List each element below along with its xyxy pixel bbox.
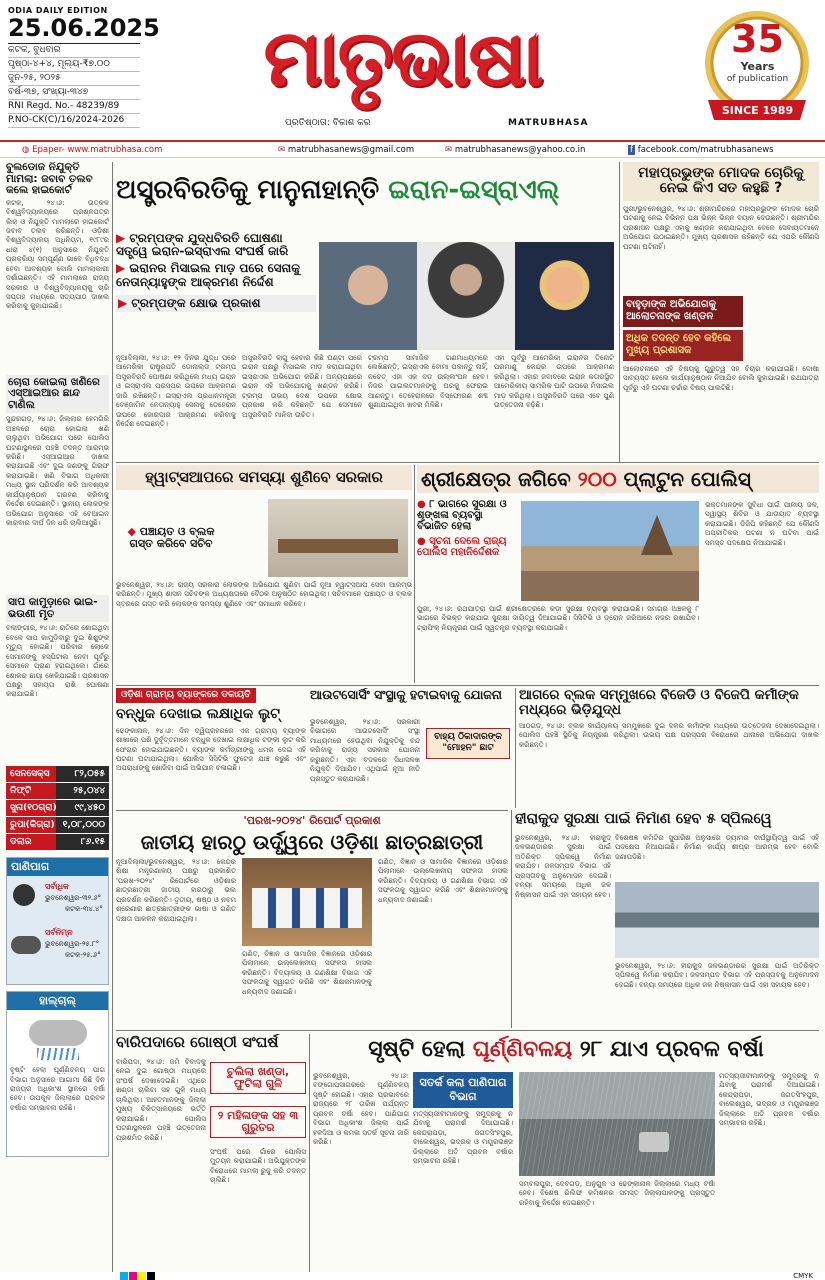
- mail-icon: ✉: [278, 145, 288, 155]
- color-bar: [120, 1272, 156, 1280]
- bulldoze-body: କଟକ, ୨୪।୬: ଉତ୍କଳ ବିଶ୍ୱବିଦ୍ୟାଳୟରେ ପ୍ରଶ୍ନପତ୍ର ଲିକ୍ ଓ ନିଯୁକ୍ତି ମାମଲାରେ ହାଇକୋର୍ଟ ଜବାବ ତଲବ କରିଛନ୍ତି। ଓଡ଼ିଶା ବିଶ୍ୱବିଦ୍ୟାଳୟ ଅଧିନିୟମ, ୧୯୮୯ର ଧାରା ୪(୧) ଅନୁସାରେ ନିଯୁକ୍ତି ପ୍ରକ୍ରିୟା ସମ୍ପୂର୍ଣ୍ଣ ଭାବେ ବିଧିବଦ୍ଧ ହେବା ଆବଶ୍ୟକ ବୋଲି ମାମଲାକାରୀ ଦର୍ଶାଇଛନ୍ତି। ଏହି ମାମଲାରେ ରାଜ୍ୟ ସରକାର ଓ ବିଶ୍ୱବିଦ୍ୟାଳୟକୁ ଚାରି ସପ୍ତାହ ମଧ୍ୟରେ ସତ୍ୟପାଠ ଦାଖଲ କରିବାକୁ କୁହାଯାଇଛି।: [6, 198, 109, 311]
- hirakud-body-3: ଭୁବନେଶ୍ୱର, ୨୪।୬: ହୀରାକୁଦ ଜଳଭଣ୍ଡାରର ସୁରକ୍ଷା ପାଇଁ ଅତିରିକ୍ତ ସ୍ପିଲୱେ ନିର୍ମାଣ କରାଯିବ। ଜଳସମ୍ପଦ ବିଭାଗ ଏହି ପ୍ରସ୍ତାବକୁ ଅନୁମୋଦନ ଦେଇଛି। ବନ୍ୟା ସମୟରେ ଅଧିକ ଜଳ ନିଷ୍କାସନ ପାଇଁ ଏହା ସହାୟକ ହେବ।: [615, 962, 819, 989]
- email-link-gmail[interactable]: ✉ matrubhasanews@gmail.com: [278, 145, 415, 155]
- outsource-headline: ଆଉଟସୋର୍ସିଂ ସଂସ୍ଥାକୁ ହଟାଇବାକୁ ଯୋଜନା: [310, 688, 502, 702]
- halchal-title: ହାଲ୍‌ଚାଲ୍: [7, 992, 108, 1010]
- bullet-icon: ●: [417, 499, 426, 510]
- market-ticker: [6, 766, 109, 851]
- email-link-yahoo[interactable]: ✉ matrubhasanews@yahoo.co.in: [445, 145, 586, 155]
- print-footer: [0, 1272, 825, 1280]
- rain-cloud-icon: [23, 1014, 93, 1064]
- ticker-row: ସୁନା(୧୦ଗ୍ରା) ୯୯,୪୫୦: [6, 800, 109, 817]
- robbery-headline: ବନ୍ଧୁକ ଦେଖାଇ ଲକ୍ଷାଧିକ ଲୁଟ୍: [116, 706, 280, 723]
- cyclone-body-2: ମତ୍ସ୍ୟଜୀବୀମାନଙ୍କୁ ସମୁଦ୍ରକୁ ନ ଯିବାକୁ ପରାମର୍ଶ ଦିଆଯାଇଛି। କେନ୍ଦ୍ରାପଡ଼ା, ଜଗତସିଂହପୁର, ବାଲେଶ୍ୱର, ଭଦ୍ରକ ଓ ମୟୂରଭଞ୍ଜ ଜିଲ୍ଲାରେ ଅତି ପ୍ରବଳ ବର୍ଷାର ସମ୍ଭାବନା ରହିଛି।: [413, 1110, 513, 1166]
- mail-icon: ✉: [445, 145, 455, 155]
- volume-line: ବର୍ଷ-୩୭, ସଂଖ୍ୟା-୩୪୭: [8, 86, 140, 100]
- min-temp-bbsr: ଭୁବନେଶ୍ୱର-୨୫.୮°: [45, 940, 100, 949]
- lead-bullets: [116, 232, 316, 312]
- hirakud-body-2: ବିଶେଷଜ୍ଞ କମିଟିର ସୁପାରିଶ ଅନୁସାରେ ଡ୍ୟାମର ଦୀର୍ଘସ୍ଥାୟିତ୍ୱ ପାଇଁ ଏହି ପଦକ୍ଷେପ ନିଆଯାଇଛି। ନିର୍ମାଣ କାର୍ଯ୍ୟ ଶୀଘ୍ର ଆରମ୍ଭ ହେବ ବୋଲି ଜଣାପଡ଼ିଛି।: [615, 834, 819, 861]
- police-headline: ଶ୍ରୀକ୍ଷେତ୍ର ଜଗିବେ ୨୦୦ ପ୍ଲାଟୁନ ପୋଲିସ୍: [417, 465, 819, 493]
- ticker-row: ସେନସେକ୍ସ ୮୨,୦୫୫: [6, 766, 109, 783]
- cyclone-body-3: ସମ୍ବଲପୁର, ଦେବଗଡ଼, ଅନୁଗୁଳ ଓ ଢେଙ୍କାନାଳ ଜିଲ୍ଲାରେ ମଧ୍ୟ ବର୍ଷା ହେବ। ବିଶେଷ ରିଲିଫ କମିଶନର ସମସ୍ତ ଜିଲ୍ଲାପାଳଙ୍କୁ ପ୍ରସ୍ତୁତ ରହିବାକୁ ନିର୍ଦ୍ଦେଶ ଦେଇଛନ୍ତି।: [519, 1180, 715, 1207]
- lead-body-4: ଏହା ପୂର୍ବରୁ ଆମେରିକା ଇରାନର ତିନୋଟି ପରମାଣୁ କେନ୍ଦ୍ର ଉପରେ ଆକ୍ରମଣ କରିଥିଲା। ଏହାର ଜବାବରେ ଇରାନ କତାରସ୍ଥିତ ଆମେରିକୀୟ ସାମରିକ ଘାଟି ଉପରେ ମିସାଇଲ ମାଡ଼ କରିଥିଲା। ଅସ୍ତ୍ରବିରତି ପରେ ଏବେ ପୁଣି ଉତ୍ତେଜନା ବଢ଼ିଛି।: [494, 354, 614, 410]
- robbery-kicker: ଓଡ଼ିଶା ଗ୍ରାମ୍ୟ ବ୍ୟାଙ୍କରେ ଡକାୟତି: [116, 688, 256, 703]
- hirakud-story: [515, 812, 819, 1026]
- police-bullet-1: ● ୮ ଭାଗରେ ସୁରକ୍ଷା ଓ ଶୃଙ୍ଖଳା ବ୍ୟବସ୍ଥା ବିଭାଜିତ ହେଲା: [417, 499, 507, 532]
- robbery-body: ଢେଙ୍କାନାଳ, ୨୪।୬: ଦିନ ଦ୍ୱିପ୍ରହରରେ ଏକ ଗ୍ରାମ୍ୟ ବ୍ୟାଙ୍କ ଶାଖାରେ ପଶି ଦୁର୍ବୃତ୍ତମାନେ ବନ୍ଧୁକ ଦେଖାଇ ଲକ୍ଷାଧିକ ଟଙ୍କା ଲୁଟ କରି ଫେରାର ହୋଇଯାଇଛନ୍ତି। ବ୍ୟାଙ୍କ କର୍ମଚାରୀଙ୍କୁ ଧମକ ଦେଇ ଏହି ଘଟଣା ଘଟାଯାଇଥିଲା। ପୋଲିସ ସିସିଟିଭି ଫୁଟେଜ ଯାଞ୍ଚ କରୁଛି ଏବଂ ଅପରାଧୀଙ୍କୁ ଖୋଜିବା ପାଇଁ ଅଭିଯାନ ଚଳାଇଛି।: [116, 726, 306, 773]
- max-label: ସର୍ବାଧିକ: [45, 882, 69, 892]
- ticker-row: ଡଲାର ୮୬.୧୫: [6, 834, 109, 851]
- lead-bullet-2: ▶ ଇରାନର ମିସାଇଲ ମାଡ଼ ପରେ ସେନାକୁ ନେତାନ୍ୟାହୁଙ୍କ ଆକ୍ରମଣ ନିର୍ଦ୍ଦେଶ: [116, 261, 301, 289]
- weather-box: [6, 857, 109, 985]
- pages-price: ପୃଷ୍ଠା-୪+୪, ମୂଲ୍ୟ-₹୭.୦୦: [8, 58, 140, 72]
- rni-number: RNI Regd. No.- 48239/89: [8, 100, 140, 114]
- robbery-story: [116, 688, 306, 808]
- bullet-icon: ▶: [116, 261, 126, 276]
- hirakud-headline: ହୀରାକୁଦ ସୁରକ୍ଷା ପାଇଁ ନିର୍ମାଣ ହେବ ୫ ସ୍ପିଲୱେ: [515, 812, 772, 827]
- epaper-link[interactable]: ◍ Epaper- www.matrubhasa.com: [22, 145, 163, 155]
- place-day: କଟକ, ବୁଧବାର: [8, 44, 140, 58]
- min-temp-cuttack: କଟକ-୨୫.୬°: [65, 951, 101, 960]
- contact-strip: [0, 140, 825, 158]
- badge-since: SINCE 1989: [721, 104, 794, 117]
- leaders-photo: [319, 242, 614, 350]
- outsource-body: ଭୁବନେଶ୍ୱର, ୨୪।୬: ସରକାରୀ ବିଭାଗରେ ଆଉଟସୋର୍ସିଂ ସଂସ୍ଥା ମାଧ୍ୟମରେ ହେଉଥିବା ନିଯୁକ୍ତିକୁ ବନ୍ଦ କରିବାକୁ ରାଜ୍ୟ ସରକାର ଯୋଜନା କରୁଛନ୍ତି। ଏହା ବଦଳରେ ସିଧାସଳଖ ନିଯୁକ୍ତି ଦିଆଯିବ। ଏଥିପାଇଁ ନୂଆ ନୀତି ପ୍ରସ୍ତୁତ କରାଯାଉଛି।: [310, 718, 420, 783]
- outsource-story: [310, 688, 512, 808]
- puri-temple-photo: [521, 501, 699, 601]
- halchal-body: ବୃଷ୍ଟି ହେଲା ଘୂର୍ଣ୍ଣିବଳୟ ପାଗ ବିଭାଗ ଅନୁସାରେ ଆଗାମୀ କିଛି ଦିନ ରାଜ୍ୟର ଅଧିକାଂଶ ସ୍ଥାନରେ ବର୍ଷା ହେବ। ଉପକୂଳ ଜିଲ୍ଲାରେ ପ୍ରବଳ ବର୍ଷାର ସମ୍ଭାବନା ରହିଛି।: [10, 1066, 105, 1112]
- badge-years: Years: [740, 60, 775, 73]
- max-temp-bbsr: ଭୁବନେଶ୍ୱର-୩୨.୬°: [45, 894, 102, 903]
- police-body: ପୁରୀ, ୨୪।୬: ରଥଯାତ୍ରା ପାଇଁ ଶ୍ରୀକ୍ଷେତ୍ରରେ କଡ଼ା ସୁରକ୍ଷା ବ୍ୟବସ୍ଥା କରାଯାଇଛି। ସମଗ୍ର ଅଞ୍ଚଳକୁ ୮ ଭାଗରେ ବିଭକ୍ତ କରାଯାଇ ସୁରକ୍ଷା ଦାୟିତ୍ୱ ଦିଆଯାଇଛି। ସିସିଟିଭି ଓ ଡ୍ରୋନ ଜରିଆରେ ନଜର ରଖାଯିବ। ଟ୍ରାଫିକ୍ ନିୟନ୍ତ୍ରଣ ପାଇଁ ସ୍ୱତନ୍ତ୍ର ବ୍ୟବସ୍ଥା କରାଯାଇଛି।: [417, 605, 699, 632]
- parakh-body: ନୂଆଦିଲ୍ଲୀ/ଭୁବନେଶ୍ୱର, ୨୪।୬: କେନ୍ଦ୍ର ଶିକ୍ଷା ମନ୍ତ୍ରଣାଳୟ ପକ୍ଷରୁ ପ୍ରକାଶିତ 'ପରଖ-୨୦୨୪' ରିପୋର୍ଟରେ ଓଡ଼ିଶାର ଛାତ୍ରଛାତ୍ରୀ ଜାତୀୟ ହାରଠାରୁ ଭଲ ପ୍ରଦର୍ଶନ କରିଛନ୍ତି। ତୃତୀୟ, ଷଷ୍ଠ ଓ ନବମ ଶ୍ରେଣୀର ଛାତ୍ରଛାତ୍ରୀଙ୍କ ଭାଷା ଓ ଗଣିତ ଦକ୍ଷତା ଆକଳନ କରାଯାଇଥିଲା।: [116, 858, 236, 923]
- bullet-icon: ●: [417, 536, 426, 547]
- police-bullet-2: ● ସୂଚନା ଦେଲେ ରାଜ୍ୟ ପୋଲିସ ମହାନିର୍ଦ୍ଦେଶକ: [417, 536, 507, 558]
- parakh-body-3: ଗଣିତ, ବିଜ୍ଞାନ ଓ ସାମାଜିକ ବିଜ୍ଞାନରେ ଓଡ଼ିଶାର ପିଲାମାନେ ଉଲ୍ଲେଖନୀୟ ସଫଳତା ହାସଲ କରିଛନ୍ତି। ବିଦ୍ୟାଳୟ ଓ ଗଣଶିକ୍ଷା ବିଭାଗ ଏହି ସଫଳତାକୁ ସ୍ୱାଗତ କରିଛି ଏବଂ ଶିକ୍ଷକମାନଙ୍କୁ ଧନ୍ୟବାଦ ଜଣାଇଛି।: [378, 858, 508, 904]
- badge-number: 35: [731, 17, 784, 61]
- modak-body-2: ଆଲୋଚନାରେ ଏହି ବିଷୟକୁ ଗୁରୁତ୍ୱ ସହ ବିଚାର କରାଯାଇଛି। ଦୋଷୀ ସାବ୍ୟସ୍ତ ହେଲେ କାର୍ଯ୍ୟାନୁଷ୍ଠାନ ନିଆଯିବ ବୋଲି କୁହାଯାଇଛି। ରଥଯାତ୍ରା ପୂର୍ବରୁ ଏହି ଘଟଣା ଚର୍ଚ୍ଚାର ବିଷୟ ପାଲଟିଛି।: [623, 364, 819, 392]
- meeting-photo: [268, 499, 408, 577]
- badge-of-publication: of publication: [726, 74, 789, 84]
- baripada-bullet-2: ୨ ମହିଳାଙ୍କ ସହ ୩ ଗୁରୁତର: [210, 1106, 306, 1138]
- modak-body: ପୁରୀ/ଭୁବନେଶ୍ୱର, ୨୪।୬: ଶ୍ରୀମନ୍ଦିରରେ ମହାପ୍ରଭୁଙ୍କ ମୋଦକ ଚୋରି ଘଟଣାକୁ ନେଇ ବିଭିନ୍ନ ପକ୍ଷ ଭିନ୍ନ ଭିନ୍ନ ବୟାନ ଦେଉଛନ୍ତି। ଶ୍ରୀମନ୍ଦିର ପ୍ରଶାସନ ପକ୍ଷରୁ ଏହାକୁ ଖଣ୍ଡନ କରାଯାଇଥିବା ବେଳେ ସେବାୟତମାନେ ଅଭିଯୋଗ ଉଠାଇଛନ୍ତି। ମୁଖ୍ୟ ପ୍ରଶାସକ କହିଛନ୍ତି ଯେ ଏପରି କୌଣସି ଘଟଣା ଘଟିନାହିଁ।: [623, 204, 819, 251]
- facebook-link[interactable]: f facebook.com/matrubhasanews: [630, 145, 774, 155]
- lead-bullet-1: ▶ ଟ୍ରମ୍ପଙ୍କ ଯୁଦ୍ଧବିରତି ଘୋଷଣା ସତ୍ତ୍ୱେ ଇରାନ-ଇସ୍ରାଏଲ ସଂଘର୍ଷ ଜାରି: [116, 231, 289, 259]
- ticker-row: ନିଫ୍ଟି ୨୫,୦୪୪: [6, 783, 109, 800]
- baripada-headline: ବାରିପଦାରେ ଗୋଷ୍ଠୀ ସଂଘର୍ଷ: [116, 1034, 279, 1051]
- edition-label: ODIA DAILY EDITION: [8, 6, 108, 15]
- modak-kicker-2: ଅଧିକ ତଦନ୍ତ ହେବ କହିଲେ ମୁଖ୍ୟ ପ୍ରଶାସକ: [623, 330, 743, 361]
- left-column: [6, 162, 109, 1276]
- baripada-bullet-1: ଚୁଲିଲା ଖଣ୍ଡା, ଫୁଟିଲା ଗୁଳି: [210, 1062, 306, 1094]
- cyclone-body-4: ମତ୍ସ୍ୟଜୀବୀମାନଙ୍କୁ ସମୁଦ୍ରକୁ ନ ଯିବାକୁ ପରାମର୍ଶ ଦିଆଯାଇଛି। କେନ୍ଦ୍ରାପଡ଼ା, ଜଗତସିଂହପୁର, ବାଲେଶ୍ୱର, ଭଦ୍ରକ ଓ ମୟୂରଭଞ୍ଜ ଜିଲ୍ଲାରେ ଅତି ପ୍ରବଳ ବର୍ଷାର ସମ୍ଭାବନା ରହିଛି।: [719, 1072, 819, 1128]
- whatsapp-story: [116, 465, 412, 683]
- modak-kicker: ବାହୁଡ଼ାଙ୍କ ଅଭିଯୋଗକୁ ଆଲୋଚନାଙ୍କ ଖଣ୍ଡନ: [623, 296, 743, 327]
- lead-story: [116, 162, 616, 462]
- clash-block-headline: ଆଗରେ ବ୍ଲକ ସମ୍ମୁଖରେ ବିଜେଡି ଓ ବିଜେପି କର୍ମୀଙ୍କ ମଧ୍ୟରେ ଭିଡ଼ିଯୁଦ୍ଧ: [519, 688, 799, 718]
- lead-bullet-3: ▶ ଟ୍ରମ୍ପଙ୍କ କ୍ଷୋଭ ପ୍ରକାଶ: [116, 295, 316, 312]
- baripada-story: [116, 1034, 306, 1272]
- rain-street-photo: [519, 1072, 715, 1176]
- students-photo: [242, 858, 372, 946]
- parakh-body-2: ଗଣିତ, ବିଜ୍ଞାନ ଓ ସାମାଜିକ ବିଜ୍ଞାନରେ ଓଡ଼ିଶାର ପିଲାମାନେ ଉଲ୍ଲେଖନୀୟ ସଫଳତା ହାସଲ କରିଛନ୍ତି। ବିଦ୍ୟାଳୟ ଓ ଗଣଶିକ୍ଷା ବିଭାଗ ଏହି ସଫଳତାକୁ ସ୍ୱାଗତ କରିଛି ଏବଂ ଶିକ୍ଷକମାନଙ୍କୁ ଧନ୍ୟବାଦ ଜଣାଇଛି।: [242, 950, 372, 996]
- ticker-row: ରୁପା(କିଗ୍ରା) ୧,୦୮,୦୦୦: [6, 817, 109, 834]
- outsource-kicker: ବାହ୍ୟ ଠିକାଦାରଙ୍କ "ମୋହନ" ଛାଟ: [426, 728, 510, 759]
- police-body-2: ଭକ୍ତମାନଙ୍କ ସୁବିଧା ପାଇଁ ପାନୀୟ ଜଳ, ସ୍ୱାସ୍ଥ୍ୟ ଶିବିର ଓ ଯାତାୟାତ ବ୍ୟବସ୍ଥା କରାଯାଇଛି। ଡିଜିପି କହିଛନ୍ତି ଯେ କୌଣସି ଅପ୍ରୀତିକର ଘଟଣା ନ ଘଟିବା ପାଇଁ ସମସ୍ତ ପଦକ୍ଷେପ ନିଆଯାଇଛି।: [705, 501, 819, 547]
- cyclone-headline: ସୃଷ୍ଟି ହେଲା ଘୂର୍ଣ୍ଣିବଳୟ ୨୮ ଯାଏ ପ୍ରବଳ ବର୍ଷା: [368, 1037, 764, 1062]
- lead-body-2: ଅସ୍ତ୍ରବିରତି ଲାଗୁ ହେବାର କିଛି ଘଣ୍ଟା ପରେ ଇରାନ ପକ୍ଷରୁ ମିସାଇଲ ମାଡ଼ କରାଯାଇଥିବା ଇସ୍ରାଏଲ ଅଭିଯୋଗ କରିଛି। ଅନ୍ୟପକ୍ଷରେ ଇରାନ ଏହି ଅଭିଯୋଗକୁ ଖଣ୍ଡନ କରିଛି। ଟ୍ରମ୍ପ ଉଭୟ ଦେଶ ଉପରେ କ୍ଷୋଭ ପ୍ରକାଶ କରି କହିଛନ୍ତି ଯେ ସେମାନେ ଅସ୍ତ୍ରବିରତି ମାନିବା ଉଚିତ।: [242, 354, 362, 419]
- hirakud-body: ଭୁବନେଶ୍ୱର, ୨୪।୬: ହୀରାକୁଦ ଜଳଭଣ୍ଡାରର ସୁରକ୍ଷା ପାଇଁ ଅତିରିକ୍ତ ସ୍ପିଲୱେ ନିର୍ମାଣ କରାଯିବ। ଜଳସମ୍ପଦ ବିଭାଗ ଏହି ପ୍ରସ୍ତାବକୁ ଅନୁମୋଦନ ଦେଇଛି। ବନ୍ୟା ସମୟରେ ଅଧିକ ଜଳ ନିଷ୍କାସନ ପାଇଁ ଏହା ସହାୟକ ହେବ।: [515, 834, 611, 899]
- snake-headline: ସାପ କାମୁଡ଼ାରେ ଭାଇ-ଭଉଣୀ ମୃତ: [6, 595, 109, 622]
- logo-latin: MATRUBHASA: [508, 118, 589, 128]
- max-temp-cuttack: କଟକ-୩୪.୪°: [65, 905, 103, 914]
- bulldoze-headline: ବୁଲଡୋଜ ନିଯୁକ୍ତି ମାମଲା: ଜବାବ ତଲବ କଲେ ହାଇକୋର୍ଟ: [6, 162, 93, 197]
- cmyk-label: CMYK: [793, 1272, 813, 1280]
- sun-icon: [13, 884, 35, 906]
- cyclone-body: ଭୁବନେଶ୍ୱର, ୨୪।୬: ବଙ୍ଗୋପସାଗରରେ ଘୂର୍ଣ୍ଣିବଳୟ ସୃଷ୍ଟି ହୋଇଛି। ଏହାର ପ୍ରଭାବରେ ରାଜ୍ୟରେ ୨୮ ତାରିଖ ପର୍ଯ୍ୟନ୍ତ ପ୍ରବଳ ବର୍ଷା ହେବ। ପାଣିପାଗ ବିଭାଗ ଅଧିକାଂଶ ଜିଲ୍ଲା ପାଇଁ ହଳଦିଆ ଓ କମଳା ସତର୍କ ସୂଚନା ଜାରି କରିଛି।: [313, 1072, 409, 1147]
- bullet-icon: ▶: [116, 231, 126, 245]
- weather-title: ପାଣିପାଗ: [7, 858, 108, 876]
- whatsapp-body: ଭୁବନେଶ୍ୱର, ୨୪।୬: ରାଜ୍ୟ ସରକାର ଲୋକଙ୍କ ଅଭିଯୋଗ ଶୁଣିବା ପାଇଁ ନୂଆ ହ୍ୱାଟ୍‌ସଆପ ସେବା ଆରମ୍ଭ କରିଛନ୍ତି। ମୁଖ୍ୟ ଶାସନ ସଚିବଙ୍କ ଅଧ୍ୟକ୍ଷତାରେ ବୈଠକ ଅନୁଷ୍ଠିତ ହୋଇଥିଲା। ସଚିବମାନେ ପଞ୍ଚାୟତ ଓ ବ୍ଲକ ସ୍ତରରେ ଗସ୍ତ କରି ଲୋକଙ୍କ ସମସ୍ୟା ଶୁଣିବେ ଏବଂ ସମାଧାନ କରିବେ।: [116, 581, 412, 608]
- year-line: ଜୁନ-୨୫, ୨୦୨୫: [8, 72, 140, 86]
- cyclone-story: [313, 1034, 819, 1272]
- min-label: ସର୍ବନିମ୍ନ: [45, 928, 73, 938]
- facebook-icon: f: [630, 145, 633, 155]
- clash-block-story: [519, 688, 819, 808]
- baripada-body: ବାରିପଦା, ୨୪।୬: ଜମି ବିବାଦକୁ ନେଇ ଦୁଇ ଗୋଷ୍ଠୀ ମଧ୍ୟରେ ସଂଘର୍ଷ ଦେଖାଦେଇଛି। ଏଥିରେ ଖଣ୍ଡା ଚାଲିବା ସହ ଗୁଳି ମଧ୍ୟ ଚାଲିଥିଲା। ଆହତମାନଙ୍କୁ ଜିଲ୍ଲା ମୁଖ୍ୟ ଚିକିତ୍ସାଳୟରେ ଭର୍ତ୍ତି କରାଯାଇଛି। ପୋଲିସ ଘଟଣାସ୍ଥଳରେ ପହଞ୍ଚି ଉତ୍ତେଜନା ପ୍ରଶମିତ କରିଛି।: [116, 1058, 206, 1142]
- lead-headline: ଅସ୍ତ୍ରବିରତିକୁ ମାନୁନାହାନ୍ତି ଇରାନ-ଇସ୍ରାଏଲ୍: [116, 175, 560, 205]
- modak-headline: ମହାପ୍ରଭୁଙ୍କ ମୋଦକ ଚୋରିକୁ ନେଇ କିଏ ସତ କହୁଛି ?: [623, 162, 819, 201]
- newspaper-logo: ମାତୃଭାଷା: [263, 13, 542, 104]
- bullet-icon: ▶: [118, 295, 128, 310]
- cloud-icon: [11, 936, 41, 954]
- hirakud-dam-photo: [615, 882, 819, 958]
- lead-body-3: ଟ୍ରମ୍ପ ସାମାଜିକ ଗଣମାଧ୍ୟମରେ ଲେଖିଛନ୍ତି, ଇସ୍ରାଏଲ ବୋମା ପକାନ୍ତୁ ନାହିଁ, ନଚେତ୍ ଏହା ଏକ ବଡ଼ ଉଲ୍ଲଂଘନ ହେବ। ନିଜର ପାଇଲଟମାନଙ୍କୁ ଘରକୁ ଫେରାଇ ଆଣନ୍ତୁ। ତେହେରାନରେ ବିସ୍ଫୋରଣ ଶବ୍ଦ ଶୁଣାଯାଇଥିବା ଖବର ମିଳିଛି।: [368, 354, 488, 410]
- anniversary-badge: [700, 8, 815, 128]
- police-story: [417, 465, 819, 683]
- parakh-headline: ଜାତୀୟ ହାରଠୁ ଉର୍ଦ୍ଧ୍ୱରେ ଓଡ଼ିଶା ଛାତ୍ରଛାତ୍ରୀ: [140, 829, 484, 854]
- masthead: [0, 0, 825, 140]
- modak-story: [623, 162, 819, 462]
- coal-headline: ଚୋରା କୋଇଲା ଖଣିରେ ଏସ୍‌ଆଇଆର ଛାନ୍ଦ ଟାଣିଲ: [6, 375, 109, 414]
- coal-body: ସୁନ୍ଦରଗଡ଼, ୨୪।୬: ଜିଲ୍ଲାର ହେମଗିରି ଅଞ୍ଚଳରେ ଚୋରା କୋଇଲା ଖଣି ଚାଲୁଥିବା ଅଭିଯୋଗ ପରେ ପୋଲିସ ଘଟଣାସ୍ଥଳରେ ପହଞ୍ଚି ତଦନ୍ତ ଆରମ୍ଭ କରିଛି। ଏସ୍‌ଆଇଆର ଦାଖଲ କରାଯାଇଛି ଏବଂ ଦୁଇ ଜଣଙ୍କୁ ଗିରଫ କରାଯାଇଛି। ଖଣି ବିଭାଗ ଅଧିକାରୀ ମଧ୍ୟ ସ୍ଥାନ ପରିଦର୍ଶନ କରି ଆବଶ୍ୟକ କାର୍ଯ୍ୟାନୁଷ୍ଠାନ ଗ୍ରହଣ କରିବାକୁ ନିର୍ଦ୍ଦେଶ ଦେଇଛନ୍ତି। ସ୍ଥାନୀୟ ଲୋକଙ୍କ ଅଭିଯୋଗ ଅନୁସାରେ ଏହି ବେଆଇନ କାରବାର ଦୀର୍ଘ ଦିନ ଧରି ଚାଲିଆସୁଛି।: [6, 415, 109, 528]
- whatsapp-bullet: ◆ ପଞ୍ଚାୟତ ଓ ବ୍ଲକ ଗସ୍ତ କରିବେ ସଚିବ: [127, 524, 215, 550]
- clash-block-body: ଆଠଗଡ଼, ୨୪।୬: ବ୍ଲକ କାର୍ଯ୍ୟାଳୟ ସମ୍ମୁଖରେ ଦୁଇ ଦଳର କର୍ମୀଙ୍କ ମଧ୍ୟରେ ଉତ୍ତେଜନା ଦେଖାଦେଇଥିଲା। ପୋଲିସ ପହଞ୍ଚି ସ୍ଥିତିକୁ ନିୟନ୍ତ୍ରଣ କରିଥିଲା। ଉଭୟ ପକ୍ଷ ପରସ୍ପର ବିରୋଧରେ ଥାନାରେ ଅଭିଯୋଗ ଦାଖଲ କରିଛନ୍ତି।: [519, 721, 819, 749]
- parakh-story: [116, 814, 508, 1026]
- postal-number: P.NO-CK(C)/16/2024-2026: [8, 114, 140, 128]
- lead-body-1: ନୂଆଦିଲ୍ଲୀ, ୨୪।୬: ୧୨ ଦିନର ଯୁଦ୍ଧ ପରେ ଆମେରିକା ରାଷ୍ଟ୍ରପତି ଡୋନାଲ୍ଡ ଟ୍ରମ୍ପ ଅସ୍ତ୍ରବିରତି ଘୋଷଣା କରିଥିଲେ ମଧ୍ୟ ଇରାନ ଓ ଇସ୍ରାଏଲ ପରସ୍ପର ଉପରେ ଆକ୍ରମଣ ଜାରି ରଖିଛନ୍ତି। ଇସ୍ରାଏଲ ପ୍ରଧାନମନ୍ତ୍ରୀ ବେଞ୍ଜାମିନ ନେତାନ୍ୟାହୁ ସେନାକୁ ତେହେରାନ ଉପରେ ଜୋରଦାର ଆକ୍ରମଣ କରିବାକୁ ନିର୍ଦ୍ଦେଶ ଦେଇଛନ୍ତି।: [116, 354, 236, 429]
- snake-body: ବଲାଙ୍ଗୀର, ୨୪।୬: ରାତିରେ ଶୋଇଥିବା ବେଳେ ସାପ କାମୁଡ଼ିବାରୁ ଦୁଇ ଶିଶୁଙ୍କ ମୃତ୍ୟୁ ହୋଇଛି। ପରିବାର ଲୋକେ ସେମାନଙ୍କୁ ହସ୍ପିଟାଲ ନେବା ପୂର୍ବରୁ ସେମାନେ ପ୍ରାଣ ହରାଇଥିଲେ। ଗାଁରେ ଶୋକର ଛାୟା ଖେଳିଯାଇଛି। ପ୍ରଶାସନ ପକ୍ଷରୁ ସହାୟତା ରାଶି ଘୋଷଣା କରାଯାଇଛି।: [6, 624, 109, 699]
- cyclone-kicker: ସତର୍କ କଲା ପାଣିପାଗ ବିଭାଗ: [413, 1072, 513, 1108]
- bullet-icon: ◆: [127, 524, 136, 538]
- globe-icon: ◍: [22, 145, 33, 155]
- halchal-box: [6, 991, 109, 1157]
- date-box: [8, 6, 160, 134]
- parakh-kicker: 'ପରଖ-୨୦୨୪' ରିପୋର୍ଟ ପ୍ରକାଶ: [243, 814, 381, 827]
- whatsapp-headline: ହ୍ୱାଟ୍‌ସଆପରେ ସମସ୍ୟା ଶୁଣିବେ ସରକାର: [116, 465, 412, 490]
- founder-line: ପ୍ରତିଷ୍ଠାତା: ବିକାଶ କର: [285, 118, 371, 128]
- issue-date: 25.06.2025: [8, 16, 140, 44]
- baripada-body-2: ସଂଘର୍ଷ ପରେ ଗାଁରେ ପୋଲିସ ମୁତୟନ କରାଯାଇଛି। ଅଭିଯୁକ୍ତଙ୍କ ବିରୋଧରେ ମାମଲା ରୁଜୁ କରି ତଦନ୍ତ ଚାଲିଛି।: [210, 1148, 306, 1185]
